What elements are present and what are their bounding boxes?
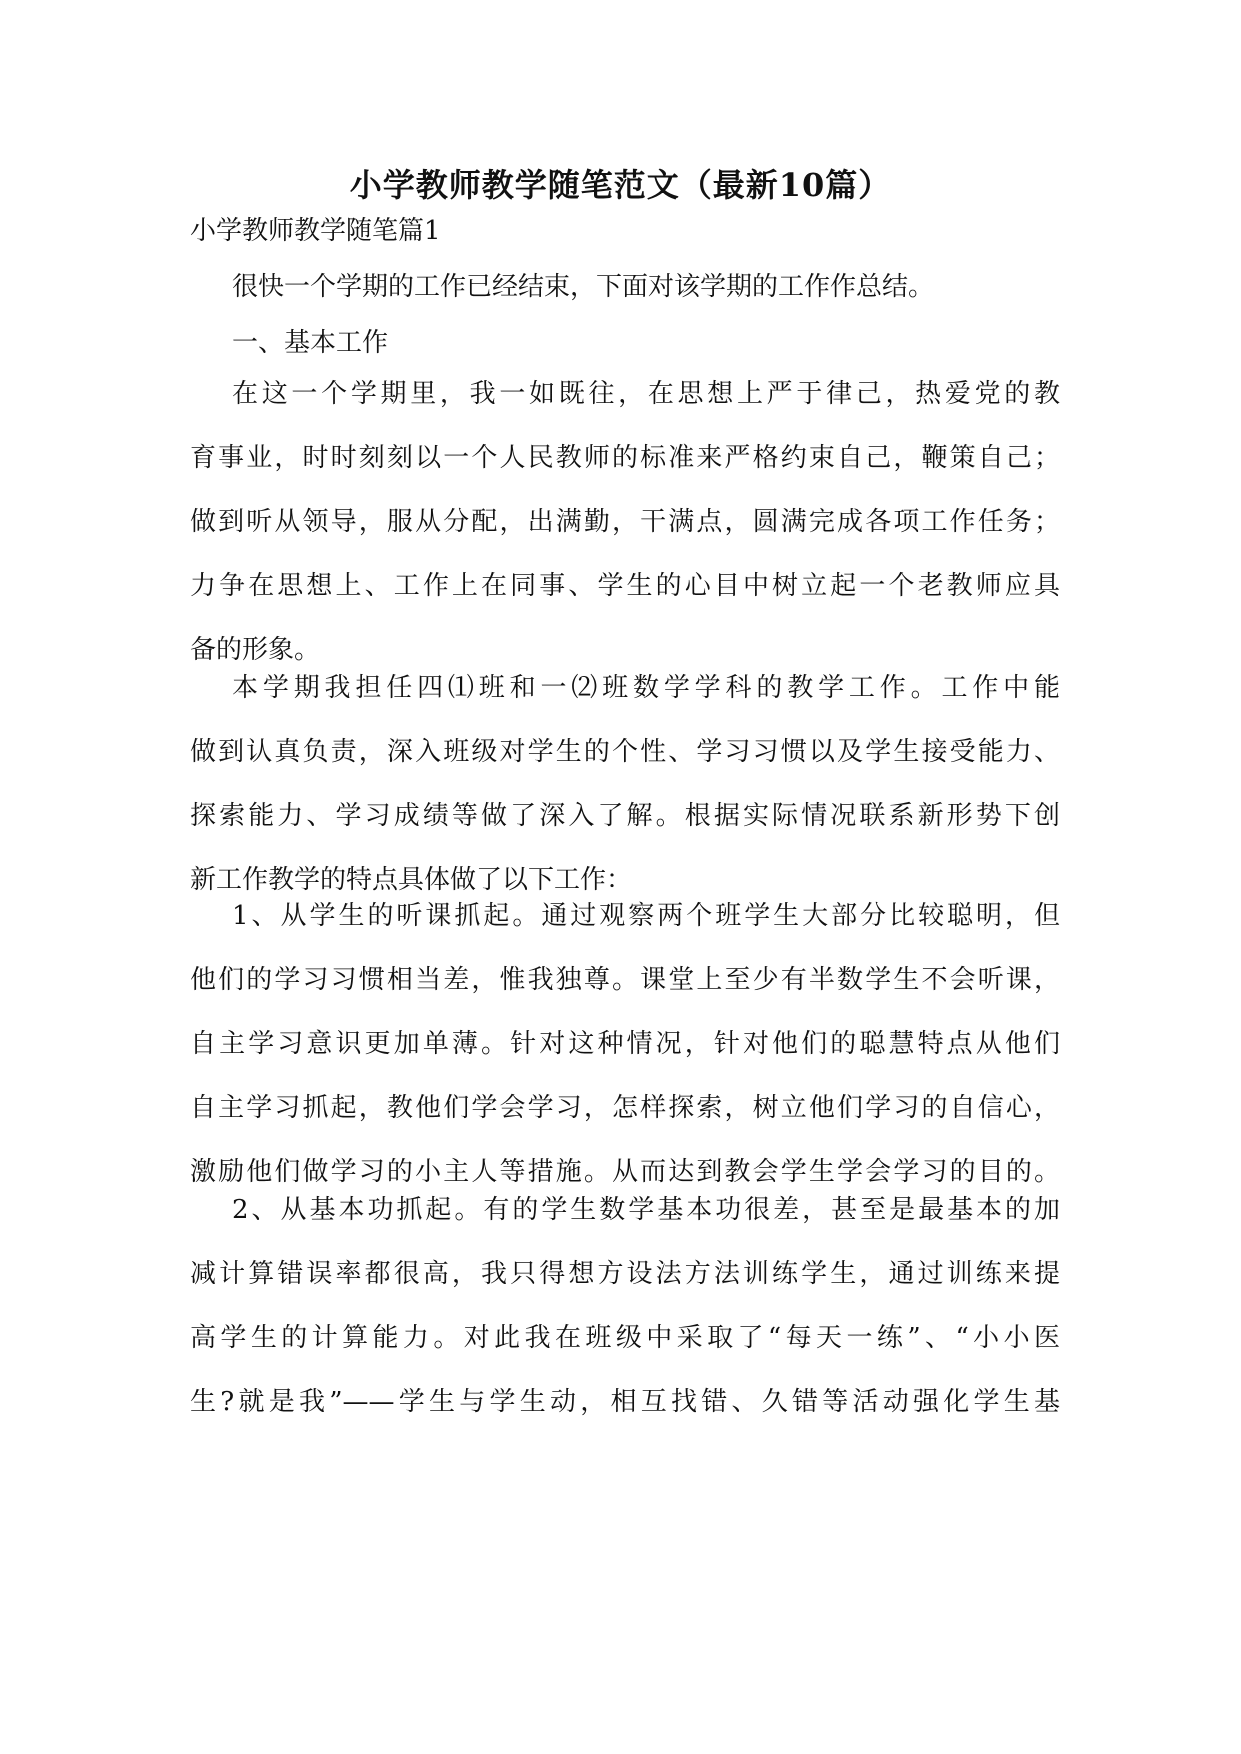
paragraph-line: 做到听从领导，服从分配，出满勤，干满点，圆满完成各项工作任务； <box>190 507 1060 537</box>
paragraph-line: 减计算错误率都很高，我只得想方设法方法训练学生，通过训练来提 <box>190 1259 1060 1289</box>
paragraph-line: 2、从基本功抓起。有的学生数学基本功很差，甚至是最基本的加 <box>232 1195 1060 1225</box>
section-heading: 小学教师教学随笔篇1 <box>190 216 441 246</box>
paragraph-line: 在这一个学期里，我一如既往，在思想上严于律己，热爱党的教 <box>232 379 1060 409</box>
document-title: 小学教师教学随笔范文（最新10篇） <box>349 166 892 204</box>
paragraph-line: 探索能力、学习成绩等做了深入了解。根据实际情况联系新形势下创 <box>190 801 1060 831</box>
paragraph-line: 生?就是我”——学生与学生动，相互找错、久错等活动强化学生基 <box>190 1387 1060 1417</box>
paragraph-1 <box>190 362 1060 682</box>
paragraph-3 <box>190 884 1060 1204</box>
paragraph-line: 备的形象。 <box>190 635 321 665</box>
paragraph-line: 育事业，时时刻刻以一个人民教师的标准来严格约束自己，鞭策自己； <box>190 443 1060 473</box>
subheading-basic-work: 一、基本工作 <box>232 328 389 358</box>
paragraph-line: 自主学习意识更加单薄。针对这种情况，针对他们的聪慧特点从他们 <box>190 1029 1060 1059</box>
paragraph-intro: 很快一个学期的工作已经结束，下面对该学期的工作作总结。 <box>232 272 935 302</box>
paragraph-line: 新工作教学的特点具体做了以下工作： <box>190 865 633 895</box>
paragraph-line: 自主学习抓起，教他们学会学习，怎样探索，树立他们学习的自信心， <box>190 1093 1060 1123</box>
paragraph-2 <box>190 656 1060 912</box>
paragraph-line: 力争在思想上、工作上在同事、学生的心目中树立起一个老教师应具 <box>190 571 1060 601</box>
paragraph-line: 1、从学生的听课抓起。通过观察两个班学生大部分比较聪明，但 <box>232 901 1060 931</box>
paragraph-line: 高学生的计算能力。对此我在班级中采取了“每天一练”、“小小医 <box>190 1323 1060 1353</box>
paragraph-4 <box>190 1178 1060 1434</box>
paragraph-line: 本学期我担任四⑴班和一⑵班数学学科的教学工作。工作中能 <box>232 673 1060 703</box>
paragraph-line: 他们的学习习惯相当差，惟我独尊。课堂上至少有半数学生不会听课， <box>190 965 1060 995</box>
paragraph-line: 做到认真负责，深入班级对学生的个性、学习习惯以及学生接受能力、 <box>190 737 1060 767</box>
paragraph-line: 激励他们做学习的小主人等措施。从而达到教会学生学会学习的目的。 <box>190 1157 1060 1187</box>
